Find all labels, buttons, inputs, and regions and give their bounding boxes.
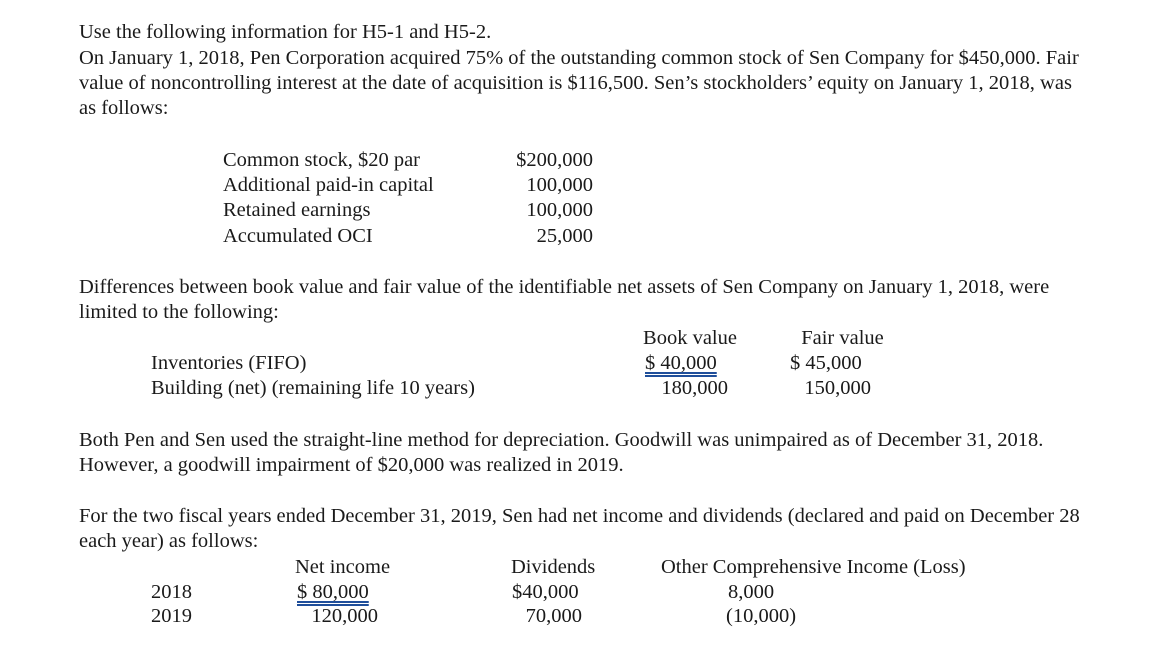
equity-label: Retained earnings: [223, 199, 371, 221]
net-income-header: Net income: [295, 556, 391, 578]
oci-header: Other Comprehensive Income (Loss): [661, 556, 966, 578]
equity-label: Additional paid-in capital: [223, 174, 434, 196]
net-income-value: 120,000: [311, 605, 378, 627]
dividends-value: $40,000: [512, 581, 579, 603]
oci-value: (10,000): [726, 605, 797, 627]
intro-heading: Use the following information for H5-1 and H5-2.: [79, 21, 492, 43]
equity-value: 100,000: [526, 174, 593, 196]
equity-value: 100,000: [526, 199, 593, 221]
equity-label: Common stock, $20 par: [223, 149, 421, 171]
year-label: 2018: [151, 581, 192, 603]
fair-value: $ 45,000: [790, 352, 862, 374]
book-value: $ 40,000: [645, 352, 717, 374]
fair-value: 150,000: [804, 377, 871, 399]
intro-paragraph: On January 1, 2018, Pen Corporation acquired 75% of the outstanding common stock of Sen Company for $450,000. Fair value of noncontrolling interest at the date of acquisition is $116,500. Sen’s stockholders’ equity on January 1, 2018, was as follows:: [79, 47, 1079, 119]
fair-value-header: Fair value: [801, 327, 884, 349]
book-value: 180,000: [661, 377, 728, 399]
differences-paragraph: Differences between book value and fair value of the identifiable net assets of Sen Company on January 1, 2018, were limited to the following:: [79, 276, 1050, 323]
equity-value: $200,000: [516, 149, 593, 171]
equity-value: 25,000: [536, 225, 593, 247]
depreciation-paragraph: Both Pen and Sen used the straight-line method for depreciation. Goodwill was unimpaired as of December 31, 2018. However, a goodwill impairment of $20,000 was realized in 2019.: [79, 429, 1044, 476]
difference-label: Building (net) (remaining life 10 years): [151, 377, 475, 399]
income-paragraph: For the two fiscal years ended December 31, 2019, Sen had net income and dividends (declared and paid on December 28 each year) as follows:: [79, 505, 1080, 552]
oci-value: 8,000: [728, 581, 775, 603]
net-income-value: $ 80,000: [297, 581, 369, 603]
book-value-header: Book value: [643, 327, 737, 349]
year-label: 2019: [151, 605, 192, 627]
equity-label: Accumulated OCI: [223, 225, 373, 247]
dividends-value: 70,000: [525, 605, 582, 627]
dividends-header: Dividends: [511, 556, 596, 578]
difference-label: Inventories (FIFO): [151, 352, 307, 374]
